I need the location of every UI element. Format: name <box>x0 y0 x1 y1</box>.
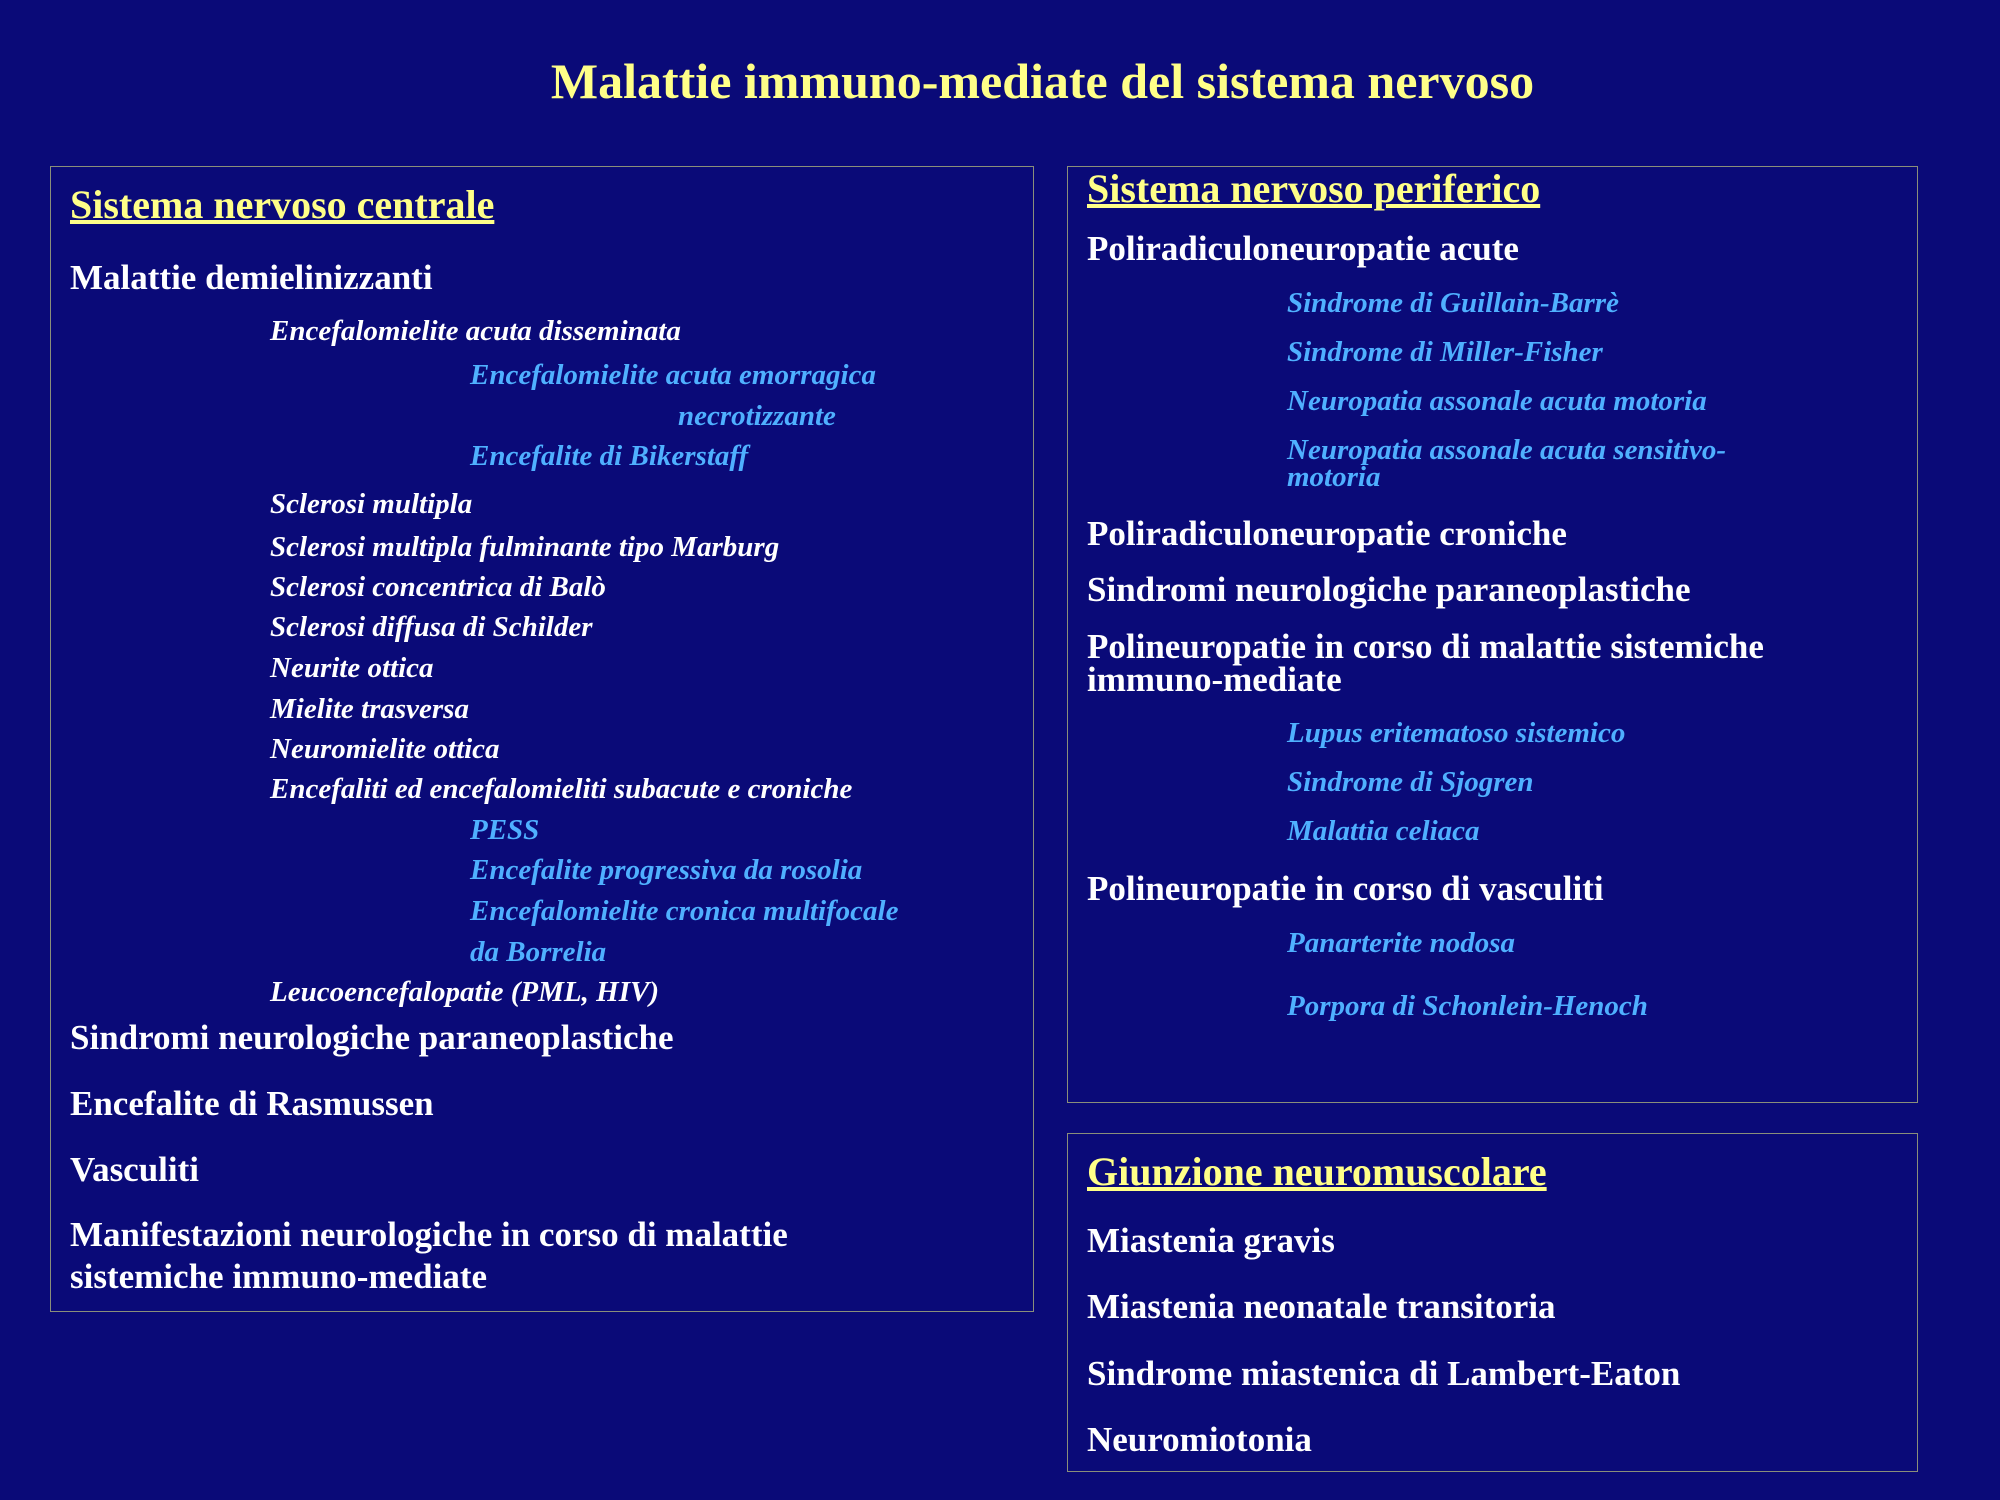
nmj-heading: Giunzione neuromuscolare <box>1087 1149 1547 1194</box>
pns-chronic: Poliradiculoneuropatie croniche <box>1087 514 1567 553</box>
pns-box <box>1067 166 1918 1103</box>
cns-paraneoplastic: Sindromi neurologiche paraneoplastiche <box>70 1018 674 1057</box>
cns-systemic-2: sistemiche immuno-mediate <box>70 1257 488 1296</box>
cns-rasmussen: Encefalite di Rasmussen <box>70 1084 434 1123</box>
pns-celiac: Malattia celiaca <box>1287 815 1480 847</box>
pns-miller-fisher: Sindrome di Miller-Fisher <box>1287 336 1603 368</box>
pns-vasculitis: Polineuropatie in corso di vasculiti <box>1087 869 1604 908</box>
pns-pan: Panarterite nodosa <box>1287 927 1515 959</box>
cns-marburg: Sclerosi multipla fulminante tipo Marburg <box>270 531 780 563</box>
pns-gbs: Sindrome di Guillain-Barrè <box>1287 287 1619 319</box>
nmj-box <box>1067 1133 1918 1472</box>
nmj-lems: Sindrome miastenica di Lambert-Eaton <box>1087 1354 1681 1393</box>
pns-amsan-1: Neuropatia assonale acuta sensitivo- <box>1287 434 1727 466</box>
pns-hsp: Porpora di Schonlein-Henoch <box>1287 990 1648 1022</box>
cns-leuco: Leucoencefalopatie (PML, HIV) <box>270 976 659 1008</box>
cns-adem-hemorrhagic-1: Encefalomielite acuta emorragica <box>470 359 876 391</box>
cns-nmo: Neuromielite ottica <box>270 733 500 765</box>
cns-balo: Sclerosi concentrica di Balò <box>270 571 606 603</box>
nmj-mg: Miastenia gravis <box>1087 1221 1335 1260</box>
cns-borrelia-1: Encefalomielite cronica multifocale <box>470 895 899 927</box>
cns-systemic-1: Manifestazioni neurologiche in corso di malattie <box>70 1215 788 1254</box>
cns-bickerstaff: Encefalite di Bikerstaff <box>470 440 749 472</box>
cns-demyelinating: Malattie demielinizzanti <box>70 258 433 297</box>
cns-heading: Sistema nervoso centrale <box>70 182 495 227</box>
pns-heading: Sistema nervoso periferico <box>1087 166 1541 211</box>
cns-transverse-myelitis: Mielite trasversa <box>270 693 469 725</box>
cns-borrelia-2: da Borrelia <box>470 936 607 968</box>
page-title: Malattie immuno-mediate del sistema nervoso <box>550 53 1535 109</box>
nmj-neuromyotonia: Neuromiotonia <box>1087 1420 1312 1459</box>
cns-adem: Encefalomielite acuta disseminata <box>270 315 681 347</box>
nmj-neonatal: Miastenia neonatale transitoria <box>1087 1287 1556 1326</box>
pns-paraneoplastic: Sindromi neurologiche paraneoplastiche <box>1087 570 1691 609</box>
pns-amsan-2: motoria <box>1287 461 1381 493</box>
pns-aman: Neuropatia assonale acuta motoria <box>1287 385 1707 417</box>
cns-vasculitis: Vasculiti <box>70 1150 200 1189</box>
cns-optic-neuritis: Neurite ottica <box>270 652 434 684</box>
pns-systemic-1: Polineuropatie in corso di malattie sistemiche <box>1087 627 1764 666</box>
cns-subacute-chronic: Encefaliti ed encefalomieliti subacute e croniche <box>270 773 853 805</box>
pns-sjogren: Sindrome di Sjogren <box>1287 766 1534 798</box>
cns-rubella: Encefalite progressiva da rosolia <box>470 854 863 886</box>
pns-systemic-2: immuno-mediate <box>1087 660 1342 699</box>
pns-acute: Poliradiculoneuropatie acute <box>1087 229 1519 268</box>
pns-lupus: Lupus eritematoso sistemico <box>1287 717 1626 749</box>
cns-ms: Sclerosi multipla <box>270 488 473 520</box>
cns-pess: PESS <box>470 814 540 846</box>
cns-box <box>50 166 1034 1312</box>
cns-adem-hemorrhagic-2: necrotizzante <box>678 400 836 432</box>
cns-schilder: Sclerosi diffusa di Schilder <box>270 611 593 643</box>
